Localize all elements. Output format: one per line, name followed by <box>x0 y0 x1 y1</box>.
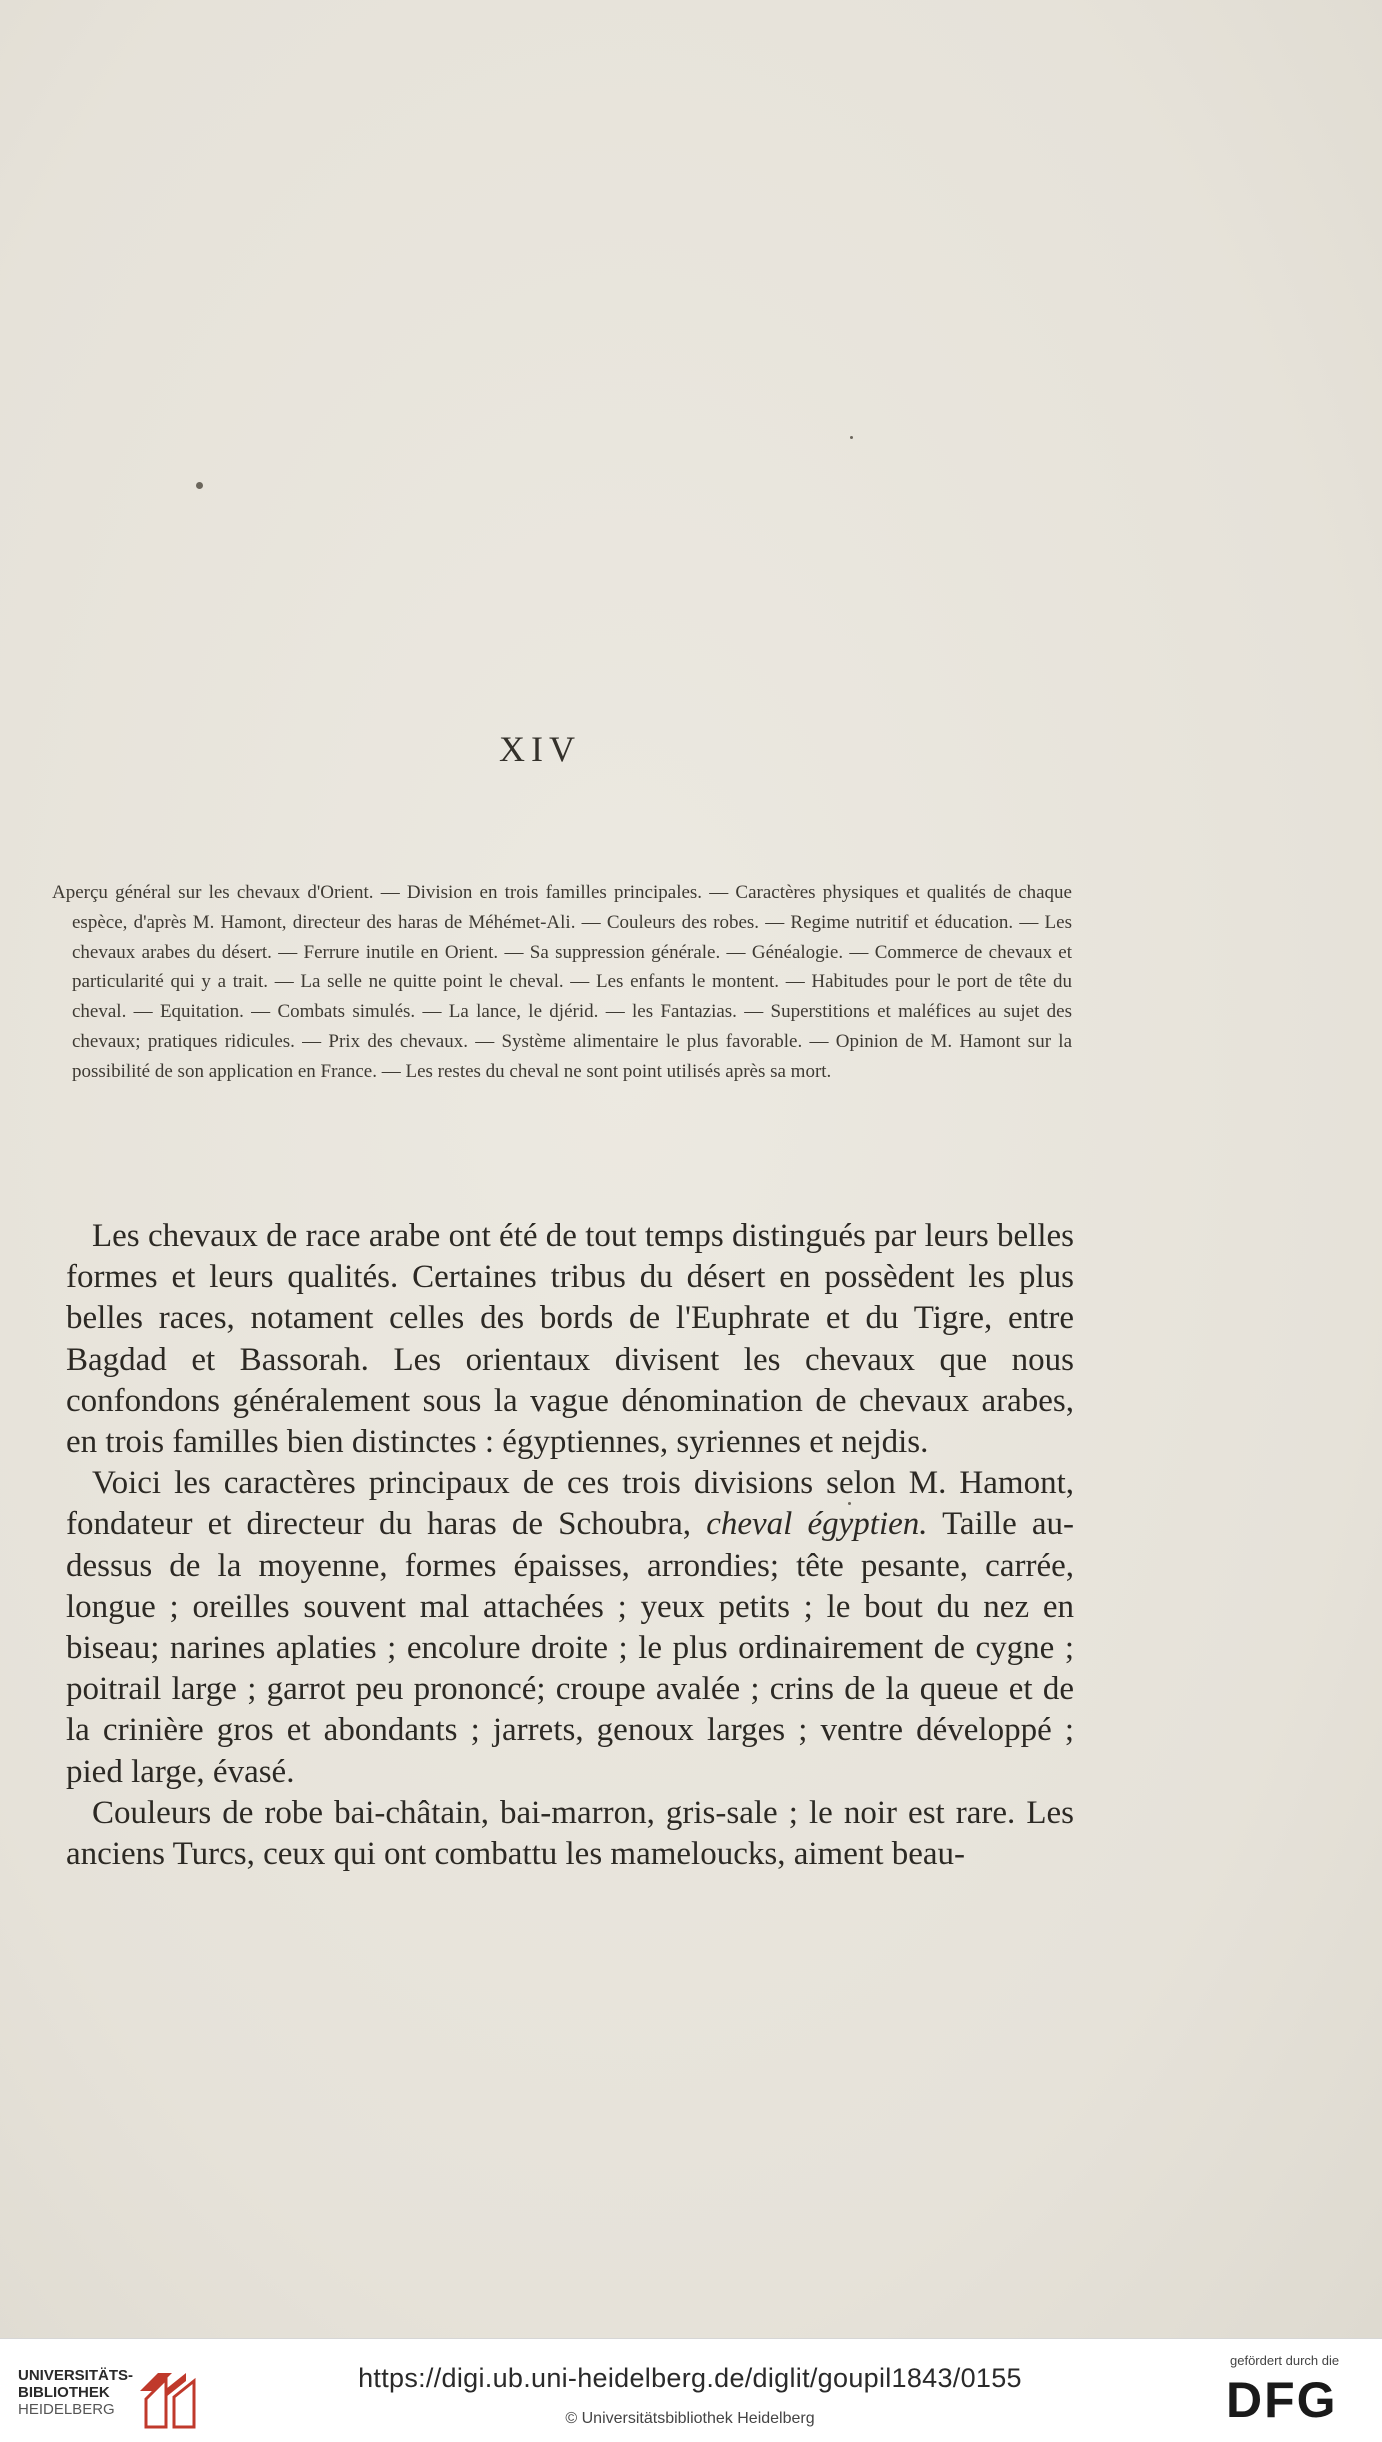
funder-caption: gefördert durch die <box>1230 2353 1340 2368</box>
library-name <box>18 2367 133 2418</box>
chapter-summary-text: Aperçu général sur les chevaux d'Orient. — Division en trois familles principales. — Caractères physiques et qualités de chaque espèce, d'après M. Hamont, directeur des haras de Méhémet-Ali. — Couleurs des robes. — Regime nutritif et éducation. — Les chevaux arabes du désert. — Ferrure inutile en Orient. — Sa suppression générale. — Généalogie. — Commerce de chevaux et particularité qui y a trait. — La selle ne quitte point le cheval. — Les enfants le montent. — Habitudes pour le port de tête du cheval. — Equitation. — Combats simulés. — La lance, le djérid. — les Fantazias. — Superstitions et maléfices au sujet des chevaux; pratiques ridicules. — Prix des chevaux. — Système alimentaire le plus favorable. — Opinion de M. Hamont sur la possibilité de son application en France. — Les restes du cheval ne sont point utilisés après sa mort. <box>52 882 1072 1082</box>
library-logo[interactable] <box>18 2367 208 2427</box>
paragraph-2-rest: Taille au-dessus de la moyenne, formes épaisses, arrondies; tête pesante, carrée, longue ; oreilles souvent mal attachées ; yeux petits ; le bout du nez en biseau; narines aplaties ; encolure droite ; le plus ordinairement de cygne ; poitrail large ; garrot peu prononcé; croupe avalée ; crins de la queue et de la crinière gros et abondants ; jarrets, genoux larges ; ventre développé ; pied large, évasé. <box>66 1506 1075 1790</box>
viewer-footer <box>0 2338 1382 2442</box>
library-name-line-3: HEIDELBERG <box>18 2401 115 2418</box>
funder-logo[interactable] <box>1222 2353 1372 2433</box>
paper-speck <box>850 436 853 439</box>
copyright-notice: © Universitätsbibliothek Heidelberg <box>565 2410 815 2427</box>
body-text <box>66 1216 1074 1875</box>
paragraph-2 <box>66 1463 1074 1793</box>
paragraph-2-italic: cheval égyptien. <box>706 1506 928 1543</box>
ub-heidelberg-logo-icon <box>136 2369 206 2431</box>
paragraph-3: Couleurs de robe bai-châtain, bai-marron, gris-sale ; le noir est rare. Les anciens Turcs, ceux qui ont combattu les mameloucks, aiment beau- <box>66 1794 1074 1873</box>
chapter-number: XIV <box>499 729 581 769</box>
paper-speck <box>196 482 203 489</box>
chapter-summary <box>52 878 1072 1087</box>
library-name-line-1: UNIVERSITÄTS- <box>18 2367 134 2384</box>
paragraph-2-start: Voici les caractères principaux de ces trois divisions selon M. Hamont, fondateur et directeur du haras de Schoubra, <box>66 1465 1074 1543</box>
dfg-logo-icon: DFG <box>1226 2372 1338 2428</box>
permalink-url[interactable]: https://digi.ub.uni-heidelberg.de/diglit/goupil1843/0155 <box>358 2363 1022 2393</box>
library-name-line-2: BIBLIOTHEK <box>18 2384 110 2401</box>
paragraph-1: Les chevaux de race arabe ont été de tout temps distingués par leurs belles formes et leurs qualités. Certaines tribus du désert en possèdent les plus belles races, notament celles des bords de l'Euphrate et du Tigre, entre Bagdad et Bassorah. Les orientaux divisent les chevaux que nous confondons généralement sous la vague dénomination de chevaux arabes, en trois familles bien distinctes : égyptiennes, syriennes et nejdis. <box>66 1218 1074 1461</box>
